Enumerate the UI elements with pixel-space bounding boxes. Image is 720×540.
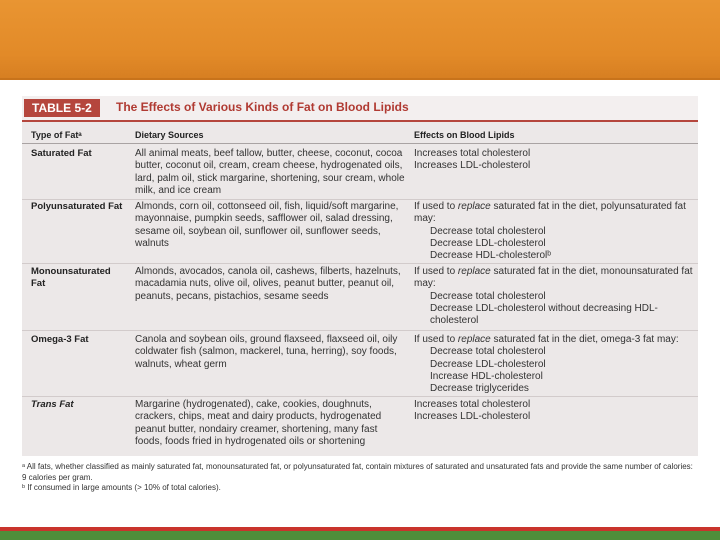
row-divider [22, 396, 698, 397]
row-divider [22, 330, 698, 331]
table-number-tag: TABLE 5-2 [24, 99, 100, 117]
row-effects [414, 148, 698, 173]
row-effects [414, 399, 698, 424]
row-type: Trans Fat [31, 399, 74, 410]
row-sources: Almonds, avocados, canola oil, cashews, filberts, hazelnuts, macadamia nuts, olive oil, olives, peanut butter, peanut oil, peanuts, pecans, pistachios, sesame seeds [135, 266, 401, 302]
row-effects [414, 201, 698, 262]
row-effects [414, 266, 698, 327]
row-type: Omega-3 Fat [31, 334, 89, 345]
bottom-green-band [0, 531, 720, 540]
effect-item: Decrease total cholesterol [430, 290, 546, 302]
row-type: Monounsaturated Fat [31, 266, 111, 289]
row-type: Saturated Fat [31, 148, 92, 159]
effect-item: Decrease total cholesterol [430, 346, 546, 358]
row-effects [414, 334, 698, 395]
table-title: The Effects of Various Kinds of Fat on Blood Lipids [116, 100, 409, 114]
effect-intro: If used to replace saturated fat in the diet, polyunsaturated fat may: [414, 201, 686, 225]
row-sources: Canola and soybean oils, ground flaxseed, flaxseed oil, oily coldwater fish (salmon, mackerel, tuna, herring), soy foods, walnuts, wheat germ [135, 334, 398, 370]
row-type: Polyunsaturated Fat [31, 201, 123, 212]
effect-item: Decrease LDL-cholesterol [430, 237, 546, 249]
row-sources: Margarine (hydrogenated), cake, cookies, doughnuts, crackers, chips, meat and dairy products, hydrogenated peanut butter, nondairy creamer, shortening, many fast foods, foods fried in hydrogenated oils or shortening [135, 399, 382, 447]
effect-item: Increases total cholesterol [414, 148, 531, 159]
row-sources: Almonds, corn oil, cottonseed oil, fish, liquid/soft margarine, mayonnaise, pumpkin seeds, safflower oil, salad dressing, sesame oil, soybean oil, sunflower oil, sunflower seeds, walnuts [135, 201, 399, 249]
row-sources: All animal meats, beef tallow, butter, cheese, coconut, cocoa butter, coconut oil, cream, cream cheese, hydrogenated oils, lard, palm oil, stick margarine, shortening, sour cream, whole milk, and ice cream [135, 148, 405, 196]
header-type: Type of Fatᵃ [31, 130, 82, 140]
footnote-a: ᵃ All fats, whether classified as mainly saturated fat, monounsaturated fat, or polyunsaturated fat, contain mixtures of saturated and unsaturated fats and provide the same number of calories: 9 calories per gram. [22, 462, 693, 482]
effect-item: Decrease total cholesterol [430, 225, 546, 237]
row-divider [22, 199, 698, 200]
effect-item: Decrease triglycerides [430, 383, 529, 395]
effect-intro: If used to replace saturated fat in the diet, monounsaturated fat may: [414, 266, 693, 290]
table-footnotes [22, 462, 698, 494]
effect-item: Decrease HDL-cholesterolᵇ [430, 250, 552, 262]
footnote-b: ᵇ If consumed in large amounts (> 10% of total calories). [22, 483, 221, 492]
effect-item: Decrease LDL-cholesterol [430, 358, 546, 370]
header-sources: Dietary Sources [135, 130, 204, 140]
effect-item: Increases LDL-cholesterol [414, 411, 531, 423]
effect-intro: If used to replace saturated fat in the diet, omega-3 fat may: [414, 334, 679, 345]
top-orange-band [0, 0, 720, 80]
header-divider [22, 143, 698, 144]
effect-item: Decrease LDL-cholesterol without decreasing HDL-cholesterol [430, 302, 658, 327]
effect-item: Increases total cholesterol [414, 399, 531, 410]
header-effects: Effects on Blood Lipids [414, 130, 515, 140]
effect-item: Increases LDL-cholesterol [414, 160, 531, 172]
effect-item: Increase HDL-cholesterol [430, 370, 543, 382]
row-divider [22, 263, 698, 264]
